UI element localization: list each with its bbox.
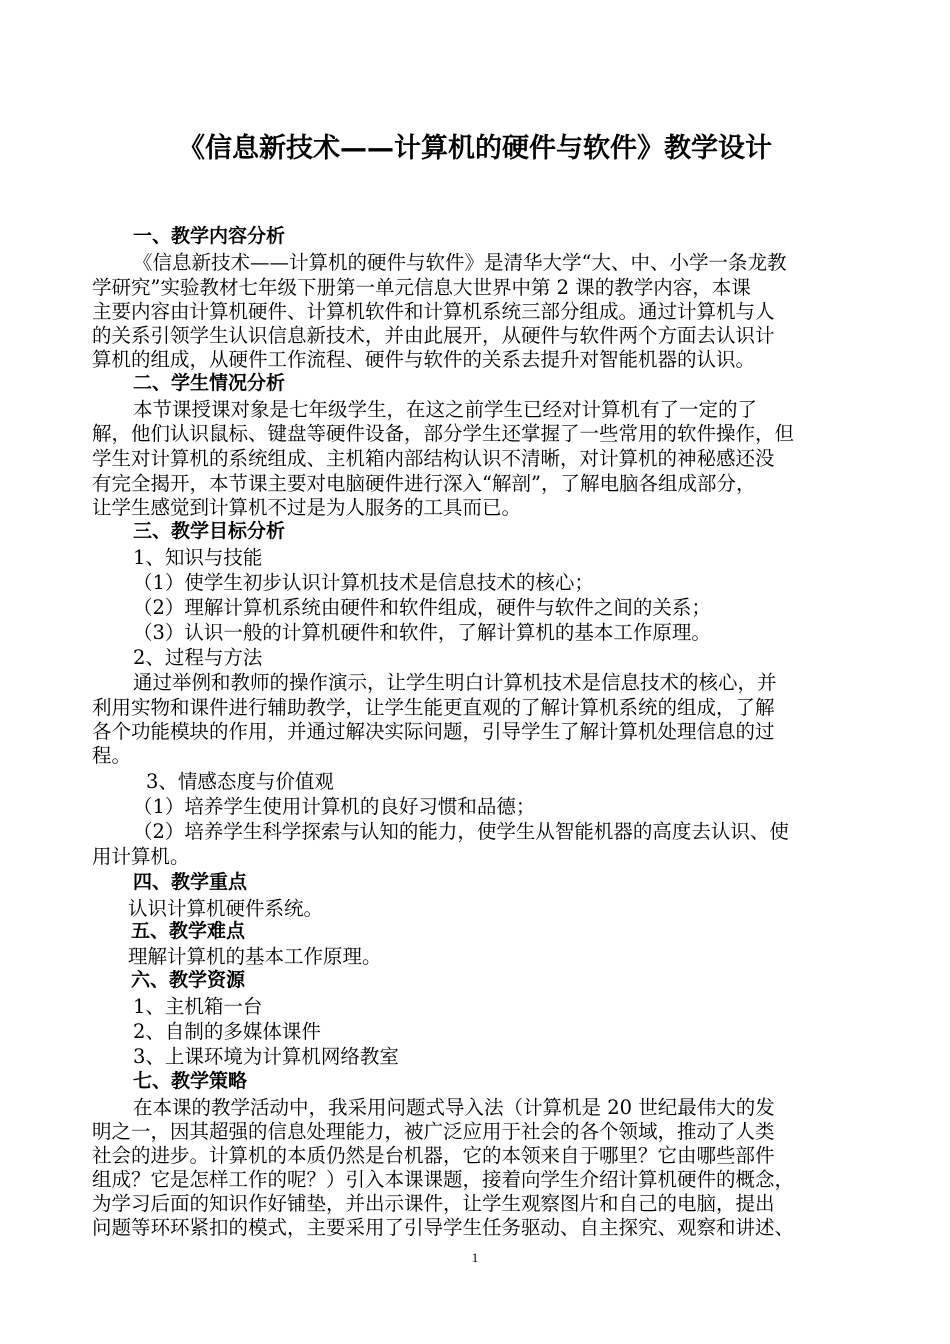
paragraph-line: 程。 (92, 744, 132, 767)
paragraph-line: 用计算机。 (92, 845, 190, 868)
document-title: 《信息新技术——计算机的硬件与软件》教学设计 (178, 133, 772, 164)
paragraph-line: 组成？它是怎样工作的呢？）引入本课课题，接着向学生介绍计算机硬件的概念， (92, 1168, 795, 1191)
paragraph-line: 为学习后面的知识作好铺垫，并出示课件，让学生观察图片和自己的电脑，提出 (92, 1192, 775, 1215)
paragraph-line: 利用实物和课件进行辅助教学，让学生能更直观的了解计算机系统的组成，了解 (92, 696, 775, 719)
section-heading: 七、教学策略 (133, 1070, 248, 1092)
paragraph-line: 《信息新技术——计算机的硬件与软件》是清华大学“大、中、小学一条龙教 (133, 251, 787, 274)
paragraph-line: 学研究”实验教材七年级下册第一单元信息大世界中第 2 课的教学内容，本课 (92, 276, 751, 299)
paragraph-line: 问题等环环紧扣的模式，主要采用了引导学生任务驱动、自主探究、观察和讲述、 (92, 1216, 795, 1239)
list-item: 2、自制的多媒体课件 (133, 1020, 321, 1043)
list-item: 1、主机箱一台 (133, 995, 263, 1018)
paragraph-line: 社会的进步。计算机的本质仍然是台机器，它的本领来自于哪里？它由哪些部件 (92, 1144, 775, 1167)
paragraph-line: 在本课的教学活动中，我采用问题式导入法（计算机是 20 世纪最伟大的发 (133, 1096, 775, 1119)
paragraph-line: 本节课授课对象是七年级学生，在这之前学生已经对计算机有了一定的了 (133, 398, 758, 421)
list-heading: 3、情感态度与价值观 (146, 770, 334, 793)
list-heading: 2、过程与方法 (133, 646, 263, 669)
paragraph-line: 通过举例和教师的操作演示，让学生明白计算机技术是信息技术的核心，并 (133, 671, 777, 694)
section-heading: 六、教学资源 (131, 969, 246, 991)
section-heading: 三、教学目标分析 (133, 520, 286, 542)
paragraph-line: 解，他们认识鼠标、键盘等硬件设备，部分学生还掌握了一些常用的软件操作，但 (92, 422, 795, 445)
section-heading: 一、教学内容分析 (133, 225, 286, 247)
page-number: 1 (471, 1250, 479, 1265)
paragraph-line: 认识计算机硬件系统。 (128, 897, 324, 920)
list-heading: 1、知识与技能 (133, 546, 263, 569)
paragraph-line: 的关系引领学生认识信息新技术，并由此展开，从硬件与软件两个方面去认识计 (92, 324, 775, 347)
section-heading: 五、教学难点 (131, 920, 246, 942)
paragraph-line: 理解计算机的基本工作原理。 (128, 945, 382, 968)
paragraph-line: 让学生感觉到计算机不过是为人服务的工具而已。 (92, 496, 522, 519)
section-heading: 二、学生情况分析 (133, 372, 286, 394)
list-item: （2）培养学生科学探索与认知的能力，使学生从智能机器的高度去认识、使 (133, 820, 789, 843)
list-item: （3）认识一般的计算机硬件和软件，了解计算机的基本工作原理。 (133, 621, 711, 644)
paragraph-line: 主要内容由计算机硬件、计算机软件和计算机系统三部分组成。通过计算机与人 (92, 300, 775, 323)
list-item: （1）培养学生使用计算机的良好习惯和品德； (133, 795, 536, 818)
paragraph-line: 算机的组成，从硬件工作流程、硬件与软件的关系去提升对智能机器的认识。 (92, 348, 756, 371)
paragraph-line: 有完全揭开，本节课主要对电脑硬件进行深入“解剖”，了解电脑各组成部分， (92, 472, 756, 495)
paragraph-line: 学生对计算机的系统组成、主机箱内部结构认识不清晰，对计算机的神秘感还没 (92, 447, 775, 470)
paragraph-line: 明之一，因其超强的信息处理能力，被广泛应用于社会的各个领域，推动了人类 (92, 1120, 775, 1143)
paragraph-line: 各个功能模块的作用，并通过解决实际问题，引导学生了解计算机处理信息的过 (92, 720, 775, 743)
section-heading: 四、教学重点 (133, 871, 248, 893)
list-item: （2）理解计算机系统由硬件和软件组成，硬件与软件之间的关系； (133, 596, 711, 619)
list-item: （1）使学生初步认识计算机技术是信息技术的核心； (133, 571, 594, 594)
list-item: 3、上课环境为计算机网络教室 (133, 1045, 399, 1068)
